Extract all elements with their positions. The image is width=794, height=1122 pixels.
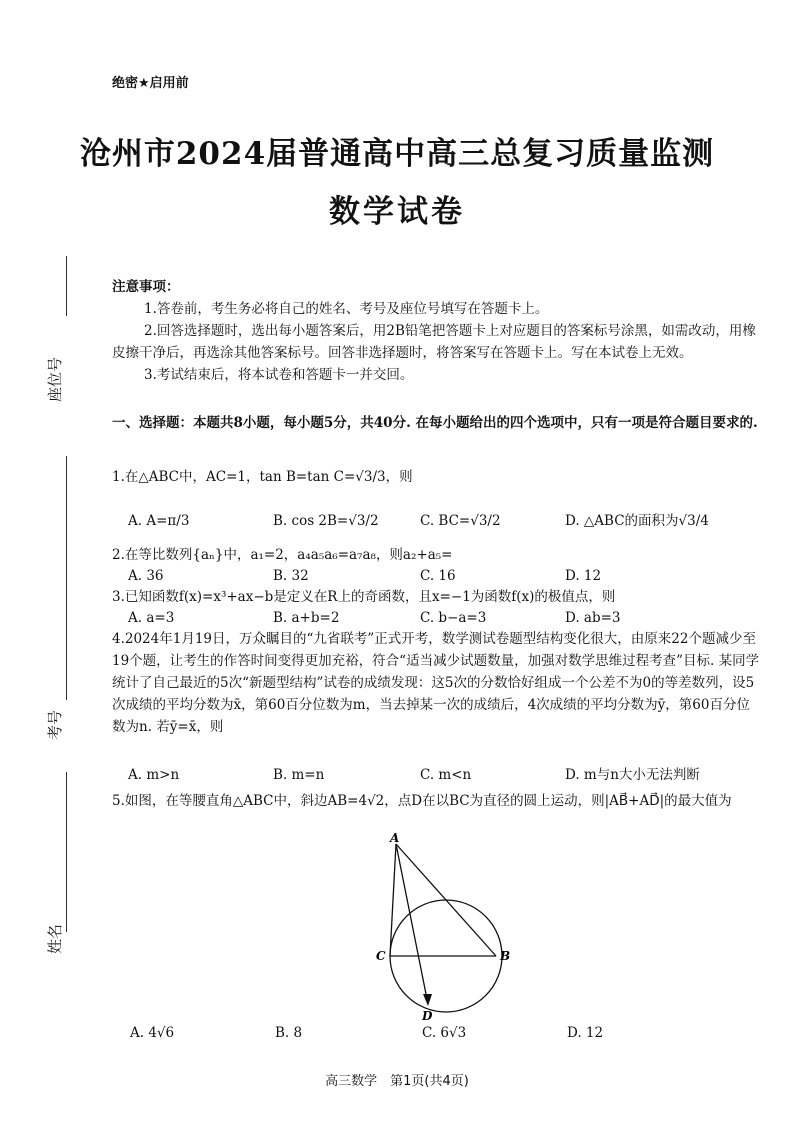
vector-ad-arrow xyxy=(423,994,432,1006)
question-3-stem: 3.已知函数f(x)=x³+ax−b是定义在R上的奇函数，且x=−1为函数f(x)的极值点，则 xyxy=(112,589,616,605)
q1-option-d: D. △ABC的面积为√3/4 xyxy=(565,513,709,529)
exam-subtitle: 数学试卷 xyxy=(329,194,465,230)
q2-option-c: C. 16 xyxy=(420,568,456,584)
note-item-3: 3.考试结束后，将本试卷和答题卡一并交回。 xyxy=(144,367,414,383)
q3-option-c: C. b−a=3 xyxy=(420,610,487,626)
q2-option-a: A. 36 xyxy=(128,568,164,584)
note-item-2: 2.回答选择题时，选出每小题答案后，用2B铅笔把答题卡上对应题目的答案标号涂黑，如需改动，用橡皮擦干净后，再选涂其他答案标号。回答非选择题时，将答案写在答题卡上。写在本试卷上无效。 xyxy=(112,323,756,361)
exam-title: 沧州市2024届普通高中高三总复习质量监测 xyxy=(79,136,715,172)
q2-option-d: D. 12 xyxy=(565,568,602,584)
q4-option-c: C. m<n xyxy=(420,767,472,783)
seat-label: 座位号 xyxy=(46,356,64,402)
q5-option-d: D. 12 xyxy=(567,1025,604,1041)
label-c: C xyxy=(376,949,386,963)
name-label: 姓名 xyxy=(46,923,64,954)
label-a: A xyxy=(390,831,400,845)
page-footer: 高三数学 第1页(共4页) xyxy=(325,1074,469,1089)
notes-block xyxy=(112,276,762,386)
side-divider-2 xyxy=(66,772,67,882)
question-1-options xyxy=(128,510,768,532)
exam-no-line xyxy=(66,640,67,700)
seat-line xyxy=(66,256,67,316)
question-4-options xyxy=(128,764,768,786)
segment-ab xyxy=(396,844,496,956)
q1-option-c: C. BC=√3/2 xyxy=(420,513,501,529)
q4-option-a: A. m>n xyxy=(128,767,180,783)
q2-option-b: B. 32 xyxy=(273,568,309,584)
question-1-stem: 1.在△ABC中，AC=1，tan B=tan C=√3/3，则 xyxy=(112,469,413,485)
q1-option-b: B. cos 2B=√3/2 xyxy=(273,513,379,529)
section-heading: 一、选择题：本题共8小题，每小题5分，共40分. 在每小题给出的四个选项中，只有一项是符合题目要求的. xyxy=(112,415,758,431)
name-line xyxy=(66,872,67,932)
exam-no-label: 考号 xyxy=(46,709,64,740)
question-4-stem: 4.2024年1月19日，万众瞩目的“九省联考”正式开考，数学测试卷题型结构变化很大，由原来22个题减少至19个题，让考生的作答时间变得更加充裕，符合“适当减少试题数量，加强对数学思维过程考查”目标. 某同学统计了自己最近的5次“新题型结构”试卷的成绩发现：这5次的分数恰好组成一个公差不为0的等差数列，设5次成绩的平均分数为x̄，第60百分位数为m，当去掉某一次的成绩后，4次成绩的平均分数为ȳ，第60百分位数为n. 若ȳ=x̄，则 xyxy=(112,631,760,735)
question-3-options xyxy=(128,607,768,629)
notes-heading: 注意事项： xyxy=(112,279,180,295)
label-d: D xyxy=(422,1009,433,1023)
confidential-tag: 绝密★启用前 xyxy=(112,76,189,91)
q3-option-a: A. a=3 xyxy=(128,610,175,626)
q5-option-a: A. 4√6 xyxy=(130,1025,175,1041)
note-item-1: 1.答卷前，考生务必将自己的姓名、考号及座位号填写在答题卡上。 xyxy=(144,301,549,317)
q4-option-b: B. m=n xyxy=(273,767,325,783)
q4-option-d: D. m与n大小无法判断 xyxy=(565,767,700,783)
q3-option-d: D. ab=3 xyxy=(565,610,621,626)
question-2-stem: 2.在等比数列{aₙ}中，a₁=2，a₄a₅a₆=a₇a₈，则a₂+a₅= xyxy=(112,547,453,563)
question-5-options xyxy=(128,1022,768,1044)
label-b: B xyxy=(500,949,511,963)
q3-option-b: B. a+b=2 xyxy=(273,610,340,626)
q1-option-a: A. A=π/3 xyxy=(128,513,190,529)
question-5-stem: 5.如图，在等腰直角△ABC中，斜边AB=4√2，点D在以BC为直径的圆上运动，则|AB⃗+AD⃗|的最大值为 xyxy=(112,793,732,809)
question-2-options xyxy=(128,565,768,587)
q5-option-c: C. 6√3 xyxy=(422,1025,467,1041)
geometry-figure xyxy=(370,830,530,1025)
q5-option-b: B. 8 xyxy=(275,1025,303,1041)
